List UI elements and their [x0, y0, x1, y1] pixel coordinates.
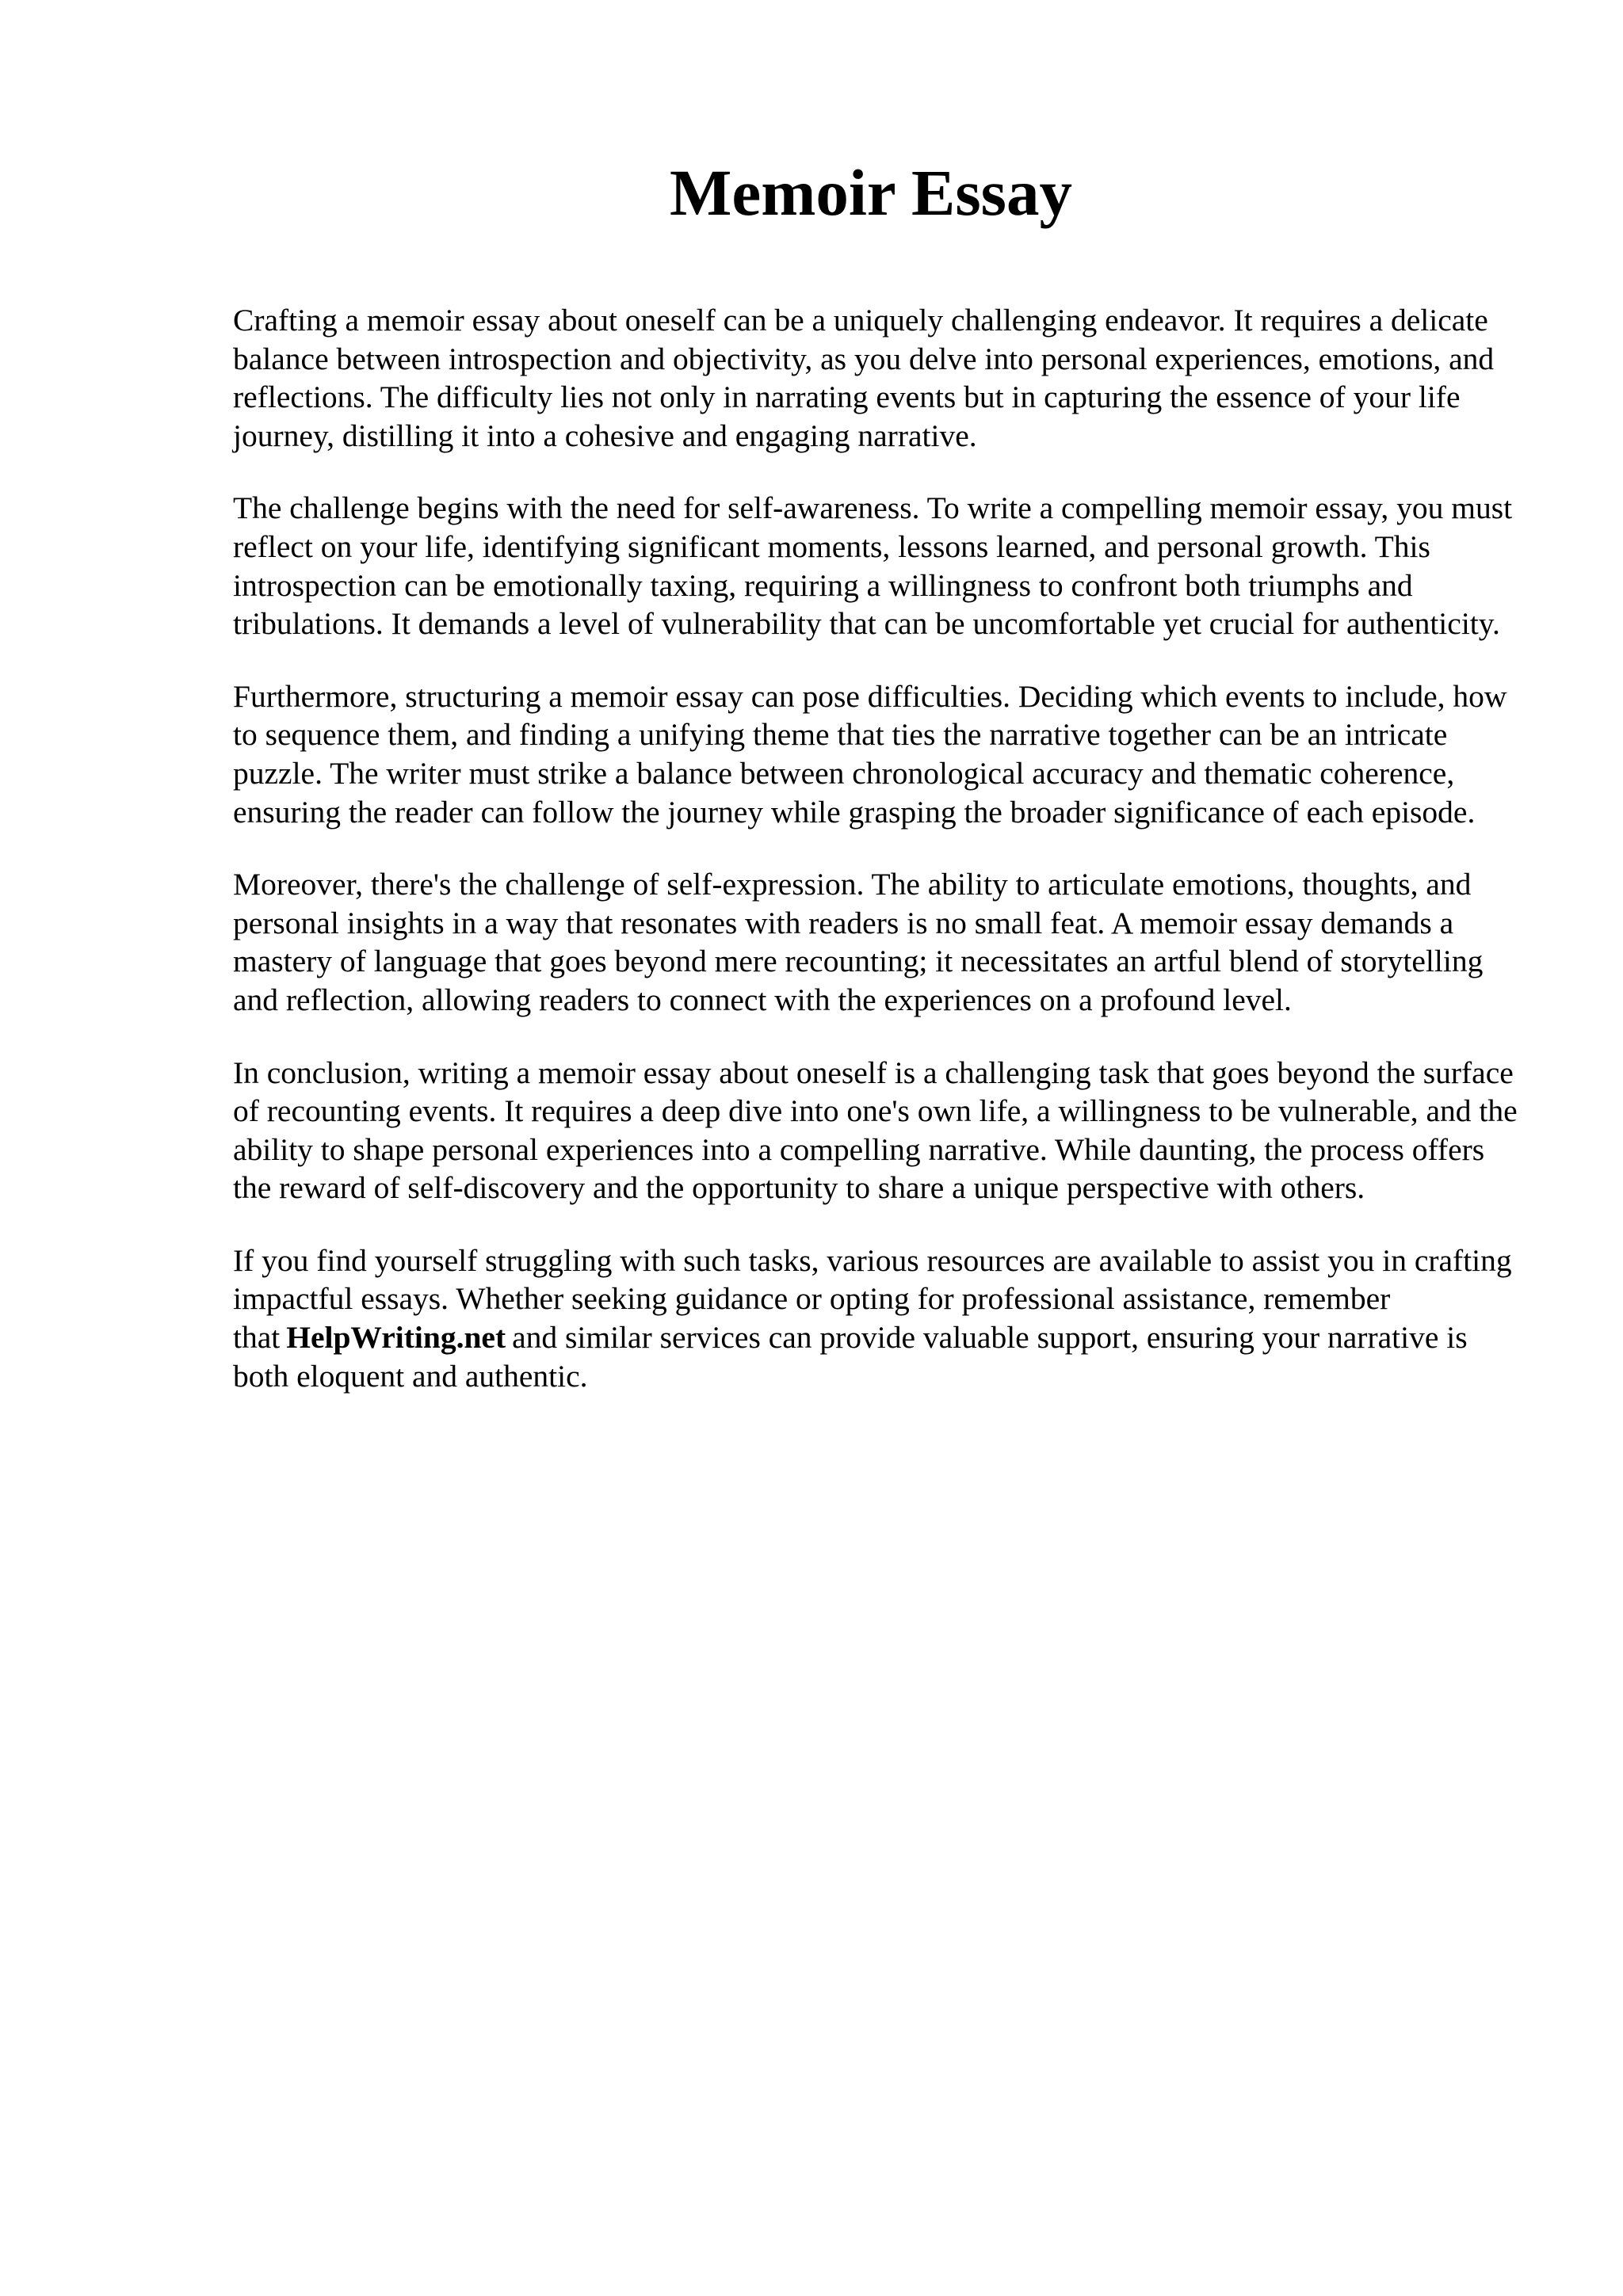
page-title: Memoir Essay — [670, 156, 1072, 229]
closing-paragraph — [233, 1241, 1521, 1395]
paragraph-1: Crafting a memoir essay about oneself can be a uniquely challenging endeavor. It requires a delicate balance between introspection and objectivity, as you delve into personal experiences, emotions, and reflections. The difficulty lies not only in narrating events but in capturing the essence of your life journey, distilling it into a cohesive and engaging narrative. — [233, 303, 1495, 453]
paragraph-3: Furthermore, structuring a memoir essay can pose difficulties. Deciding which events to include, how to sequence them, and finding a unifying theme that ties the narrative together can be an intricate puzzle. The writer must strike a balance between chronological accuracy and thematic coherence, ensuring the reader can follow the journey while grasping the broader significance of each episode. — [233, 678, 1507, 830]
paragraph-2: The challenge begins with the need for self-awareness. To write a compelling memoir essay, you must reflect on your life, identifying significant moments, lessons learned, and personal growth. This introspection can be emotionally taxing, requiring a willingness to confront both triumphs and tribulations. It demands a level of vulnerability that can be uncomfortable yet crucial for authenticity. — [233, 490, 1513, 642]
paragraph-5: In conclusion, writing a memoir essay about oneself is a challenging task that goes beyond the surface of recounting events. It requires a deep dive into one's own life, a willingness to be vulnerable, and the ability to shape personal experiences into a compelling narrative. While daunting, the process offers the reward of self-discovery and the opportunity to share a unique perspective with others. — [233, 1055, 1518, 1206]
brand-link[interactable]: HelpWriting.net — [286, 1320, 506, 1356]
closing-text-before: If you find yourself struggling with such tasks, various resources are available to assist you in crafting impactful essays. Whether seeking guidance or opting for professional assistance, remember that — [233, 1242, 1512, 1356]
essay-body — [233, 301, 1521, 1429]
closing-text-after: and similar services can provide valuable support, ensuring your narrative is both eloquent and authentic. — [233, 1320, 1468, 1394]
paragraph-4: Moreover, there's the challenge of self-expression. The ability to articulate emotions, thoughts, and personal insights in a way that resonates with readers is no small feat. A memoir essay demands a mastery of language that goes beyond mere recounting; it necessitates an artful blend of storytelling and reflection, allowing readers to connect with the experiences on a profound level. — [233, 867, 1484, 1017]
